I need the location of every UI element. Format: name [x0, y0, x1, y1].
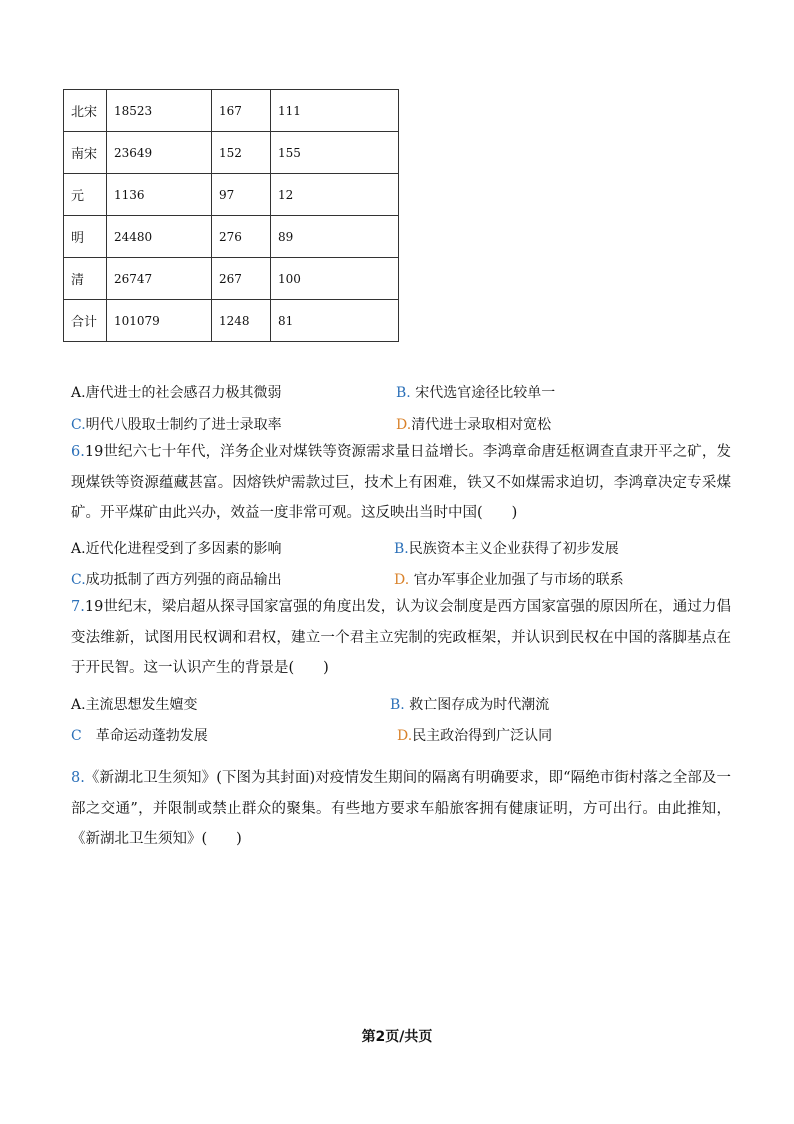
table-cell: 明 — [64, 216, 107, 258]
option-letter: D. — [394, 572, 410, 588]
question-stem: 《新湖北卫生须知》(下图为其封面)对疫情发生期间的隔离有明确要求，即“隔绝市街村落之全部及一部之交通”，并限制或禁止群众的聚集。有些地方要求车船旅客拥有健康证明，方可出行。由此推知，《新湖北卫生须知》( ) — [71, 770, 731, 847]
table-row — [64, 216, 399, 258]
option-text: 清代进士录取相对宽松 — [411, 417, 552, 433]
option-letter: C — [71, 728, 82, 744]
table-cell: 155 — [271, 132, 399, 174]
q7-option-d[interactable] — [397, 725, 552, 745]
option-text: 民主政治得到广泛认同 — [412, 728, 553, 744]
table-row — [64, 174, 399, 216]
question-7 — [71, 592, 731, 684]
option-text: 成功抵制了西方列强的商品输出 — [85, 572, 282, 588]
option-letter: D. — [397, 728, 413, 744]
table-cell: 97 — [212, 174, 271, 216]
table-cell: 89 — [271, 216, 399, 258]
table-cell: 1248 — [212, 300, 271, 342]
option-text: 官办军事企业加强了与市场的联系 — [409, 572, 624, 588]
option-text: 革命运动蓬勃发展 — [81, 728, 208, 744]
q6-option-d[interactable] — [394, 569, 624, 589]
table-cell: 清 — [64, 258, 107, 300]
q7-option-a[interactable] — [71, 694, 198, 714]
question-stem: 19世纪末，梁启超从探寻国家富强的角度出发，认为议会制度是西方国家富强的原因所在，通过力倡变法维新，试图用民权调和君权，建立一个君主立宪制的宪政框架，并认识到民权在中国的落脚基点在于开民智。这一认识产生的背景是( ) — [71, 599, 731, 676]
option-text: 民族资本主义企业获得了初步发展 — [408, 541, 619, 557]
table-cell: 81 — [271, 300, 399, 342]
q6-option-c[interactable] — [71, 569, 282, 589]
option-letter: B. — [396, 385, 411, 401]
table-row — [64, 132, 399, 174]
table-cell: 12 — [271, 174, 399, 216]
table-cell: 24480 — [107, 216, 212, 258]
table-cell: 1136 — [107, 174, 212, 216]
question-number: 8. — [71, 770, 85, 786]
option-letter: B. — [390, 697, 405, 713]
table-cell: 26747 — [107, 258, 212, 300]
q5-option-b[interactable] — [396, 382, 555, 402]
q6-option-a[interactable] — [71, 538, 282, 558]
table-row — [64, 258, 399, 300]
option-letter: C. — [71, 572, 86, 588]
question-stem: 19世纪六七十年代，洋务企业对煤铁等资源需求量日益增长。李鸿章命唐廷枢调查直隶开平之矿，发现煤铁等资源蕴藏甚富。因熔铁炉需款过巨，技术上有困难，铁又不如煤需求迫切，李鸿章决定专采煤矿。开平煤矿由此兴办，效益一度非常可观。这反映出当时中国( ) — [71, 444, 731, 521]
question-8 — [71, 763, 731, 855]
table-row — [64, 90, 399, 132]
data-table — [63, 89, 399, 342]
option-text: 救亡图存成为时代潮流 — [404, 697, 550, 713]
table-cell: 101079 — [107, 300, 212, 342]
q5-option-d[interactable] — [396, 414, 551, 434]
option-text: 近代化进程受到了多因素的影响 — [85, 541, 282, 557]
option-text: 唐代进士的社会感召力极其微弱 — [85, 385, 282, 401]
option-text: 明代八股取士制约了进士录取率 — [85, 417, 282, 433]
table-cell: 276 — [212, 216, 271, 258]
option-letter: D. — [396, 417, 412, 433]
table-cell: 267 — [212, 258, 271, 300]
table-cell: 23649 — [107, 132, 212, 174]
option-letter: B. — [394, 541, 409, 557]
table-cell: 元 — [64, 174, 107, 216]
q7-option-c[interactable] — [71, 725, 208, 745]
table-cell: 南宋 — [64, 132, 107, 174]
table-cell: 100 — [271, 258, 399, 300]
option-text: 宋代选官途径比较单一 — [410, 385, 556, 401]
table-cell: 北宋 — [64, 90, 107, 132]
question-6 — [71, 437, 731, 529]
q5-option-a[interactable] — [71, 382, 282, 402]
option-letter: A. — [71, 541, 86, 557]
option-letter: A. — [71, 697, 86, 713]
question-number: 7. — [71, 599, 85, 615]
option-text: 主流思想发生嬗变 — [85, 697, 198, 713]
page-footer: 第2页/共页 — [361, 1029, 433, 1045]
q5-option-c[interactable] — [71, 414, 282, 434]
option-letter: A. — [71, 385, 86, 401]
table-cell: 111 — [271, 90, 399, 132]
table-cell: 152 — [212, 132, 271, 174]
option-letter: C. — [71, 417, 86, 433]
q7-option-b[interactable] — [390, 694, 549, 714]
table-cell: 18523 — [107, 90, 212, 132]
table-row — [64, 300, 399, 342]
question-number: 6. — [71, 444, 85, 460]
table-cell: 167 — [212, 90, 271, 132]
table-cell: 合计 — [64, 300, 107, 342]
q6-option-b[interactable] — [394, 538, 619, 558]
